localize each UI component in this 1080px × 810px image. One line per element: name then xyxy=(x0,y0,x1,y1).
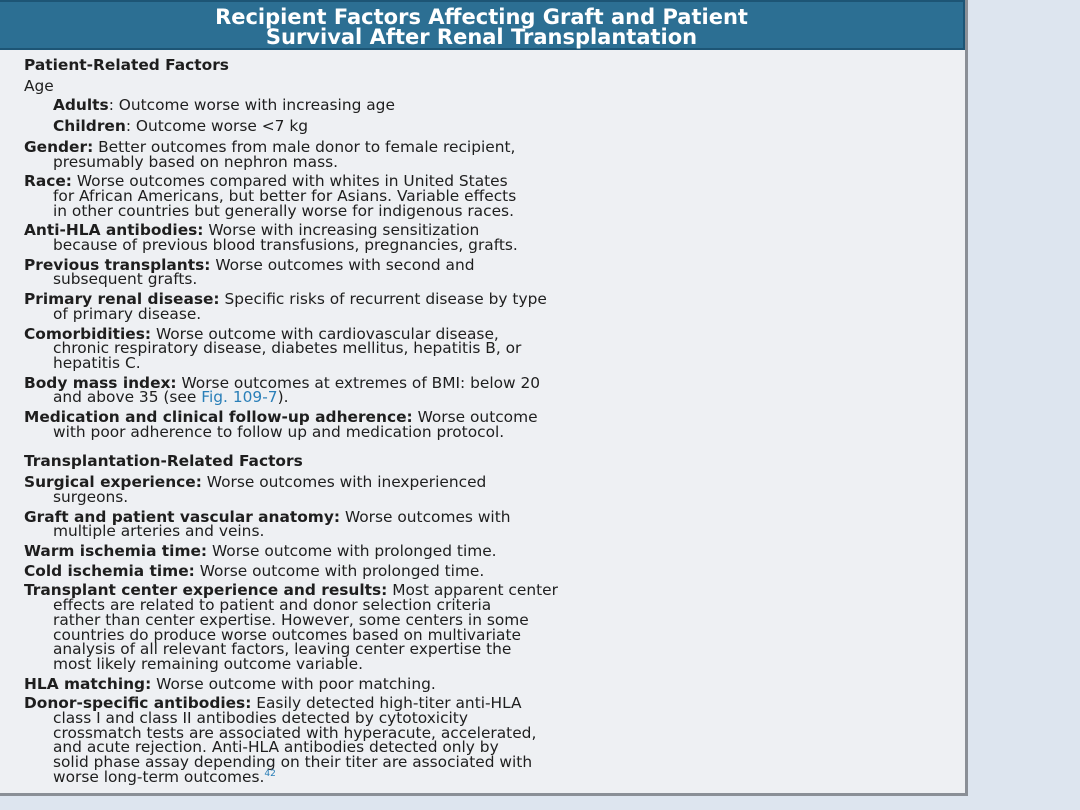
entry-gender xyxy=(24,137,945,171)
gender-line-1: Better outcomes from male donor to female recipient, xyxy=(93,137,516,156)
center-line-3: rather than center expertise. However, some centers in some xyxy=(53,610,529,629)
gender-line-2: presumably based on nephron mass. xyxy=(53,152,339,171)
surgical-line-1: Worse outcomes with inexperienced xyxy=(201,473,487,492)
entry-adherence xyxy=(24,410,945,439)
dsa-line-2: class I and class II antibodies detected by cytotoxicity xyxy=(53,709,468,728)
previous-line-1: Worse outcomes with second and xyxy=(210,255,475,274)
term-adults: Adults xyxy=(53,96,109,115)
figure-link[interactable]: Fig. 109-7 xyxy=(201,388,278,407)
bmi-line-2-end: ). xyxy=(277,388,289,407)
term-hla-matching: HLA matching: xyxy=(24,674,152,693)
term-warm: Warm ischemia time: xyxy=(24,541,208,560)
entry-children xyxy=(24,119,945,134)
center-line-6: most likely remaining outcome variable. xyxy=(53,654,364,673)
title-line-2: Survival After Renal Transplantation xyxy=(265,25,698,49)
entry-comorbidities xyxy=(24,324,945,372)
term-comorbidities: Comorbidities: xyxy=(24,324,152,343)
previous-line-2: subsequent grafts. xyxy=(53,270,198,289)
term-primary: Primary renal disease: xyxy=(24,290,220,309)
surgical-line-2: surgeons. xyxy=(53,487,129,506)
section-heading-patient: Patient-Related Factors xyxy=(24,56,229,74)
vascular-line-2: multiple arteries and veins. xyxy=(53,522,265,541)
center-line-5: analysis of all relevant factors, leaving center expertise the xyxy=(53,640,512,659)
hla-line-1: Worse outcome with poor matching. xyxy=(151,674,436,693)
entry-primary-renal-disease xyxy=(24,292,945,321)
entry-donor-specific-antibodies xyxy=(24,696,945,784)
entry-warm-ischemia xyxy=(24,541,945,560)
race-line-3: in other countries but generally worse for indigenous races. xyxy=(53,201,514,220)
age-label: Age xyxy=(24,76,54,95)
entry-race xyxy=(24,174,945,218)
dsa-line-5: solid phase assay depending on their titer are associated with xyxy=(53,753,533,772)
term-previous: Previous transplants: xyxy=(24,255,211,274)
table-body xyxy=(0,50,965,785)
adherence-line-2: with poor adherence to follow up and medication protocol. xyxy=(53,422,505,441)
bmi-line-2-text: and above 35 (see xyxy=(53,388,202,407)
cold-line-1: Worse outcome with prolonged time. xyxy=(194,561,485,580)
anti-hla-line-1: Worse with increasing sensitization xyxy=(203,221,480,240)
vascular-line-1: Worse outcomes with xyxy=(340,507,511,526)
warm-line-1: Worse outcome with prolonged time. xyxy=(207,541,497,560)
bmi-line-2 xyxy=(24,390,945,405)
center-line-4: countries do produce worse outcomes based on multivariate xyxy=(53,625,521,644)
dsa-line-4: and acute rejection. Anti-HLA antibodies detected only by xyxy=(53,738,499,757)
entry-center-experience xyxy=(24,583,945,671)
term-adherence: Medication and clinical follow-up adherence: xyxy=(24,408,413,427)
bmi-line-1: Worse outcomes at extremes of BMI: below 20 xyxy=(176,373,541,392)
dsa-line-6-text: worse long-term outcomes. xyxy=(53,767,265,786)
term-center: Transplant center experience and results: xyxy=(24,581,388,600)
entry-adults xyxy=(24,98,945,113)
term-anti-hla: Anti-HLA antibodies: xyxy=(24,221,204,240)
title-line-1: Recipient Factors Affecting Graft and Patient xyxy=(215,5,748,29)
entry-anti-hla-antibodies xyxy=(24,221,945,255)
adherence-line-1: Worse outcome xyxy=(412,408,538,427)
comorbidities-line-2: chronic respiratory disease, diabetes mellitus, hepatitis B, or xyxy=(53,339,522,358)
entry-surgical-experience xyxy=(24,475,945,504)
term-dsa: Donor-specific antibodies: xyxy=(24,694,252,713)
term-children: Children xyxy=(53,117,126,136)
center-line-2: effects are related to patient and donor selection criteria xyxy=(53,596,492,615)
term-race: Race: xyxy=(24,172,72,191)
entry-vascular-anatomy xyxy=(24,507,945,541)
primary-line-1: Specific risks of recurrent disease by type xyxy=(219,290,547,309)
term-vascular: Graft and patient vascular anatomy: xyxy=(24,507,341,526)
term-bmi: Body mass index: xyxy=(24,373,177,392)
comorbidities-line-3: hepatitis C. xyxy=(53,353,141,372)
race-line-1: Worse outcomes compared with whites in United States xyxy=(71,172,508,191)
section-heading-transplantation: Transplantation-Related Factors xyxy=(24,452,303,471)
entry-previous-transplants xyxy=(24,255,945,289)
race-line-2: for African Americans, but better for Asians. Variable effects xyxy=(53,186,517,205)
dsa-line-3: crossmatch tests are associated with hyperacute, accelerated, xyxy=(53,723,537,742)
term-cold: Cold ischemia time: xyxy=(24,561,195,580)
reference-superscript[interactable]: 42 xyxy=(264,768,276,779)
dsa-line-6 xyxy=(24,767,945,786)
center-line-1: Most apparent center xyxy=(387,581,558,600)
text-adults: : Outcome worse with increasing age xyxy=(108,96,395,115)
entry-cold-ischemia xyxy=(24,561,945,580)
primary-line-2: of primary disease. xyxy=(53,304,202,323)
table-title xyxy=(0,0,965,50)
anti-hla-line-2: because of previous blood transfusions, pregnancies, grafts. xyxy=(53,236,518,255)
entry-hla-matching xyxy=(24,674,945,693)
text-children: : Outcome worse <7 kg xyxy=(125,117,308,136)
term-surgical: Surgical experience: xyxy=(24,473,202,492)
comorbidities-line-1: Worse outcome with cardiovascular disease, xyxy=(151,324,499,343)
term-gender: Gender: xyxy=(24,137,94,156)
entry-body-mass-index xyxy=(24,373,945,407)
dsa-line-1: Easily detected high-titer anti-HLA xyxy=(251,694,522,713)
